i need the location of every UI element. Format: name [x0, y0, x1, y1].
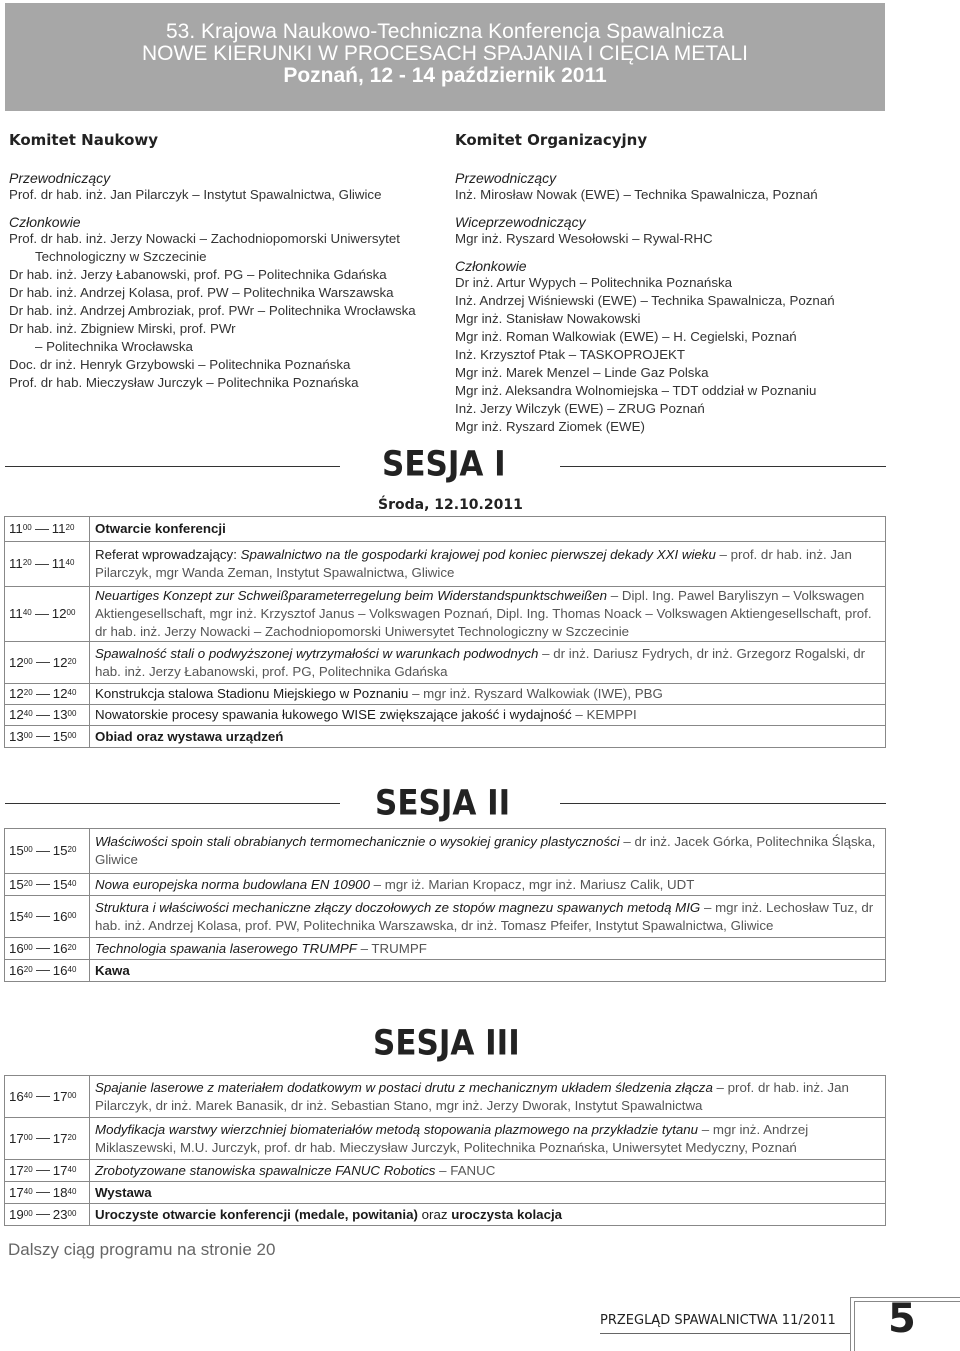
start-hour: 17	[9, 1184, 24, 1200]
start-hour: 19	[9, 1206, 24, 1222]
start-hour: 17	[9, 1162, 24, 1178]
time-dash	[36, 715, 50, 716]
conference-title: 53. Krajowa Naukowo-Techniczna Konferencja Spawalnicza	[166, 20, 724, 43]
start-hour: 17	[9, 1130, 24, 1146]
schedule-row	[5, 1204, 886, 1226]
time-dash	[36, 1214, 50, 1215]
end-minute: 40	[67, 878, 77, 888]
start-hour: 15	[9, 876, 24, 892]
start-hour: 16	[9, 1088, 24, 1104]
session-1-title: SESJA I	[382, 444, 506, 485]
start-minute: 00	[23, 942, 33, 952]
end-hour: 16	[52, 962, 68, 978]
time-slot	[5, 705, 90, 726]
start-minute: 20	[22, 558, 32, 567]
sci-member: Technologiczny w Szczecinie	[35, 249, 207, 264]
end-minute: 20	[67, 1132, 77, 1142]
time-slot	[5, 517, 90, 542]
org-member: Mgr inż. Roman Walkowiak (EWE) – H. Cegielski, Poznań	[455, 329, 797, 344]
org-chair-label: Przewodniczący	[455, 170, 557, 186]
talk-title: Spajanie laserowe z materiałem dodatkowym w postaci drutu z mechanicznym układem śledzenia złącza	[95, 1079, 713, 1095]
start-minute: 20	[23, 1164, 33, 1174]
org-member: Mgr inż. Stanisław Nowakowski	[455, 311, 641, 326]
start-hour: 16	[9, 962, 24, 978]
sci-member: Dr hab. inż. Zbigniew Mirski, prof. PWr	[9, 321, 236, 336]
time-dash	[36, 884, 50, 885]
talk-title: Modyfikacja warstwy wierzchniej biomateriałów metodą stopowania plazmowego na przykładzie tytanu	[95, 1121, 699, 1137]
sci-members-label: Członkowie	[9, 214, 81, 230]
time-slot	[5, 1182, 90, 1204]
talk-title: Nowatorskie procesy spawania łukowego WISE zwiększające jakość i wydajność	[95, 707, 572, 722]
time-slot	[5, 829, 90, 874]
talk-title: Właściwości spoin stali obrabianych termomechanicznie o wysokiej granicy plastyczności	[95, 834, 620, 849]
schedule-row	[5, 960, 886, 982]
event-description	[90, 1076, 886, 1118]
time-dash	[36, 948, 50, 949]
start-hour: 12	[9, 686, 24, 701]
page-number: 5	[888, 1296, 916, 1342]
time-slot	[5, 542, 90, 587]
sci-member: Doc. dr inż. Henryk Grzybowski – Politechnika Poznańska	[9, 357, 351, 372]
org-member: Mgr inż. Ryszard Ziomek (EWE)	[455, 419, 645, 434]
end-hour: 12	[52, 654, 68, 670]
end-minute: 40	[67, 688, 77, 697]
end-minute: 00	[67, 730, 77, 740]
time-dash	[36, 916, 50, 917]
event-description	[90, 874, 886, 896]
time-dash	[35, 564, 49, 565]
talk-authors: – dr inż. Dariusz Fydrych, dr inż. Grzegorz Rogalski, dr hab. inż. Jerzy Łabanowski, prof. PG, Politechnika Gdańska	[95, 645, 866, 679]
time-slot	[5, 684, 90, 705]
event-title: Obiad oraz wystawa urządzeń	[95, 728, 284, 744]
event-description	[90, 1204, 886, 1226]
org-member: Mgr inż. Aleksandra Wolnomiejska – TDT oddział w Poznaniu	[455, 383, 817, 398]
start-minute: 00	[22, 523, 32, 532]
event-description	[90, 1160, 886, 1182]
journal-name: PRZEGLĄD SPAWALNICTWA 11/2011	[600, 1313, 836, 1328]
event-description	[90, 705, 886, 726]
sci-member: Prof. dr hab. Mieczysław Jurczyk – Politechnika Poznańska	[9, 375, 359, 390]
event-description	[90, 726, 886, 748]
org-chair: Inż. Mirosław Nowak (EWE) – Technika Spawalnicza, Poznań	[455, 187, 818, 202]
event-description	[90, 1118, 886, 1160]
time-slot	[5, 1204, 90, 1226]
session-2-title: SESJA II	[375, 783, 511, 824]
event-prefix: Referat wprowadzający:	[95, 547, 241, 562]
start-minute: 00	[23, 845, 33, 854]
schedule-row	[5, 896, 886, 938]
end-minute: 20	[67, 942, 77, 952]
time-dash	[36, 694, 50, 695]
talk-title: Struktura i właściwości mechaniczne złączy doczołowych ze stopów magnezu spawanych metodą MIG	[95, 899, 701, 915]
event-title: Uroczyste otwarcie konferencji (medale, powitania)	[95, 1206, 418, 1222]
schedule-row	[5, 705, 886, 726]
start-minute: 40	[23, 1090, 33, 1100]
schedule-row	[5, 1118, 886, 1160]
talk-authors: – TRUMPF	[356, 940, 427, 956]
start-minute: 40	[23, 709, 33, 718]
event-description	[90, 542, 886, 587]
sci-member: Dr hab. inż. Andrzej Kolasa, prof. PW – Politechnika Warszawska	[9, 285, 394, 300]
end-hour: 11	[51, 556, 66, 571]
schedule-row	[5, 517, 886, 542]
start-hour: 11	[9, 521, 23, 536]
start-minute: 00	[23, 1132, 33, 1142]
org-member: Mgr inż. Marek Menzel – Linde Gaz Polska	[455, 365, 709, 380]
conference-date-place: Poznań, 12 - 14 październik 2011	[283, 64, 607, 87]
end-hour: 17	[52, 1088, 68, 1104]
schedule-row	[5, 874, 886, 896]
end-hour: 12	[51, 606, 67, 621]
time-dash	[35, 529, 49, 530]
end-minute: 40	[67, 1186, 77, 1196]
time-dash	[36, 662, 50, 663]
end-hour: 17	[52, 1162, 68, 1178]
event-title: Wystawa	[95, 1184, 152, 1200]
end-minute: 40	[65, 558, 75, 567]
event-title: Otwarcie konferencji	[95, 521, 226, 536]
time-dash	[36, 1170, 50, 1171]
time-slot	[5, 1076, 90, 1118]
end-hour: 11	[51, 521, 66, 536]
sci-chair-label: Przewodniczący	[9, 170, 111, 186]
schedule-row	[5, 587, 886, 642]
event-description	[90, 642, 886, 684]
conference-subtitle: NOWE KIERUNKI W PROCESACH SPAJANIA I CIĘCIA METALI	[142, 42, 748, 65]
schedule-row	[5, 726, 886, 748]
talk-authors: – Dipl. Ing. Pawel Baryliszyn – Volkswagen Aktiengesellschaft, mgr inż. Krzysztof Janus – Volkswagen Poznań, Dipl. Ing. Thomas Noack – Volkswagen Aktiengesellschaft, prof. dr hab. inż. Jerzy Nowacki – Zachodniopomorski Uniwersytet Technologiczny w Szczecinie	[95, 588, 872, 639]
sci-member: Prof. dr hab. inż. Jerzy Nowacki – Zachodniopomorski Uniwersytet	[9, 231, 400, 246]
talk-authors: – dr inż. Jacek Górka, Politechnika Śląska, Gliwice	[95, 834, 876, 867]
start-hour: 11	[9, 556, 23, 571]
time-dash	[36, 736, 50, 737]
continuation-note: Dalszy ciąg programu na stronie 20	[8, 1240, 276, 1259]
journal-rule	[600, 1333, 850, 1334]
org-member: Inż. Krzysztof Ptak – TASKOPROJEKT	[455, 347, 686, 362]
session-3-title: SESJA III	[373, 1023, 520, 1064]
schedule-row	[5, 1076, 886, 1118]
scientific-committee	[9, 170, 416, 392]
time-slot	[5, 587, 90, 642]
time-slot	[5, 1160, 90, 1182]
time-dash	[36, 1138, 50, 1139]
time-slot	[5, 874, 90, 896]
talk-authors: – mgr inż. Lechosław Tuz, dr hab. inż. Andrzej Kolasa, prof. PW, Politechnika Warszawska, dr inż. Tomasz Pfeifer, Instytut Spawalnictwa, Gliwice	[95, 899, 874, 933]
event-description	[90, 1182, 886, 1204]
end-minute: 00	[67, 709, 77, 718]
event-description	[90, 587, 886, 642]
time-slot	[5, 896, 90, 938]
end-hour: 16	[52, 940, 68, 956]
sci-chair: Prof. dr hab. inż. Jan Pilarczyk – Instytut Spawalnictwa, Gliwice	[9, 187, 382, 202]
end-hour: 18	[52, 1184, 68, 1200]
org-member: Dr inż. Artur Wypych – Politechnika Poznańska	[455, 275, 733, 290]
start-minute: 00	[23, 730, 33, 740]
start-hour: 13	[9, 728, 24, 744]
session-divider	[5, 466, 340, 467]
event-description	[90, 960, 886, 982]
schedule-row	[5, 938, 886, 960]
talk-title: Neuartiges Konzept zur Schweißparameterregelung beim Widerstandspunktschweißen	[95, 588, 608, 603]
end-hour: 12	[52, 686, 68, 701]
sci-member: – Politechnika Wrocławska	[35, 339, 193, 354]
conference-header	[5, 3, 885, 111]
talk-title: Nowa europejska norma budowlana EN 10900	[95, 876, 370, 892]
org-vice: Mgr inż. Ryszard Wesołowski – Rywal-RHC	[455, 231, 713, 246]
organizing-committee	[455, 170, 835, 436]
org-member: Inż. Jerzy Wilczyk (EWE) – ZRUG Poznań	[455, 401, 705, 416]
session-1-schedule	[4, 516, 886, 748]
talk-title: Technologia spawania laserowego TRUMPF	[95, 940, 357, 956]
end-minute: 40	[67, 1164, 77, 1174]
event-description	[90, 829, 886, 874]
start-minute: 40	[22, 608, 32, 617]
schedule-row	[5, 542, 886, 587]
end-minute: 20	[65, 523, 75, 532]
end-hour: 13	[52, 707, 68, 722]
start-minute: 00	[23, 1208, 33, 1218]
end-minute: 20	[67, 845, 77, 854]
org-member: Inż. Andrzej Wiśniewski (EWE) – Technika Spawalnicza, Poznań	[455, 293, 835, 308]
time-dash	[36, 1192, 50, 1193]
org-vice-label: Wiceprzewodniczący	[455, 214, 586, 230]
talk-authors: – prof. dr hab. inż. Jan Pilarczyk, dr inż. Marek Banasik, dr inż. Sebastian Stano, mgr inż. Jerzy Dworak, Instytut Spawalnictwa	[95, 1079, 849, 1113]
session-3-schedule	[4, 1075, 886, 1226]
talk-title: Konstrukcja stalowa Stadionu Miejskiego w Poznaniu	[95, 686, 409, 701]
event-description	[90, 684, 886, 705]
session-2-schedule	[4, 828, 886, 982]
schedule-row	[5, 1182, 886, 1204]
talk-authors: – prof. dr hab. inż. Jan Pilarczyk, mgr Wanda Zeman, Instytut Spawalnictwa, Gliwice	[95, 547, 852, 580]
talk-authors: – mgr inż. Ryszard Walkowiak (IWE), PBG	[408, 686, 663, 701]
talk-title: Spawalnictwo na tle gospodarki krajowej pod koniec pierwszej dekady XXI wieku	[240, 547, 716, 562]
event-connector: oraz	[417, 1206, 452, 1222]
talk-authors: – KEMPPI	[571, 707, 637, 722]
talk-authors: – FANUC	[435, 1162, 496, 1178]
org-members-label: Członkowie	[455, 258, 527, 274]
start-minute: 40	[23, 910, 33, 920]
end-minute: 00	[67, 910, 77, 920]
session-1-date: Środa, 12.10.2011	[378, 497, 523, 513]
start-minute: 20	[23, 964, 33, 974]
start-hour: 12	[9, 707, 24, 722]
time-dash	[35, 614, 49, 615]
schedule-row	[5, 829, 886, 874]
time-slot	[5, 960, 90, 982]
sci-member: Dr hab. inż. Jerzy Łabanowski, prof. PG – Politechnika Gdańska	[9, 267, 387, 282]
event-description	[90, 938, 886, 960]
schedule-row	[5, 684, 886, 705]
end-minute: 20	[67, 656, 77, 666]
schedule-row	[5, 1160, 886, 1182]
start-minute: 20	[23, 688, 33, 697]
time-dash	[36, 970, 50, 971]
end-hour: 17	[52, 1130, 68, 1146]
session-divider	[560, 803, 886, 804]
end-hour: 15	[52, 728, 68, 744]
scientific-committee-title: Komitet Naukowy	[9, 131, 159, 149]
time-slot	[5, 1118, 90, 1160]
end-hour: 23	[52, 1206, 68, 1222]
talk-title: Zrobotyzowane stanowiska spawalnicze FANUC Robotics	[95, 1162, 436, 1178]
time-slot	[5, 642, 90, 684]
sci-member: Dr hab. inż. Andrzej Ambroziak, prof. PWr – Politechnika Wrocławska	[9, 303, 416, 318]
start-hour: 11	[9, 606, 23, 621]
start-hour: 12	[9, 654, 24, 670]
start-minute: 40	[23, 1186, 33, 1196]
end-hour: 15	[52, 843, 68, 858]
time-slot	[5, 726, 90, 748]
talk-authors: – mgr inż. Andrzej Miklaszewski, M.U. Jurczyk, prof. dr hab. Mieczysław Jurczyk, Politechnika Poznańska, Uniwersytet Medyczny, Poznań	[95, 1121, 809, 1155]
end-minute: 00	[67, 1208, 77, 1218]
start-minute: 00	[23, 656, 33, 666]
event-title: Kawa	[95, 962, 130, 978]
talk-title: Spawalność stali o podwyższonej wytrzymałości w warunkach podwodnych	[95, 645, 539, 661]
end-minute: 00	[66, 608, 76, 617]
start-hour: 15	[9, 908, 24, 924]
time-dash	[36, 1096, 50, 1097]
start-hour: 16	[9, 940, 24, 956]
event-title: uroczysta kolacja	[451, 1206, 563, 1222]
event-description	[90, 517, 886, 542]
start-minute: 20	[23, 878, 33, 888]
end-minute: 40	[67, 964, 77, 974]
schedule-row	[5, 642, 886, 684]
end-minute: 00	[67, 1090, 77, 1100]
event-description	[90, 896, 886, 938]
start-hour: 15	[9, 843, 24, 858]
talk-authors: – mgr iż. Marian Kropacz, mgr inż. Mariusz Calik, UDT	[369, 876, 695, 892]
time-slot	[5, 938, 90, 960]
end-hour: 15	[52, 876, 68, 892]
end-hour: 16	[52, 908, 68, 924]
organizing-committee-title: Komitet Organizacyjny	[455, 131, 648, 149]
session-divider	[560, 466, 886, 467]
time-dash	[36, 851, 50, 852]
session-divider	[5, 803, 340, 804]
